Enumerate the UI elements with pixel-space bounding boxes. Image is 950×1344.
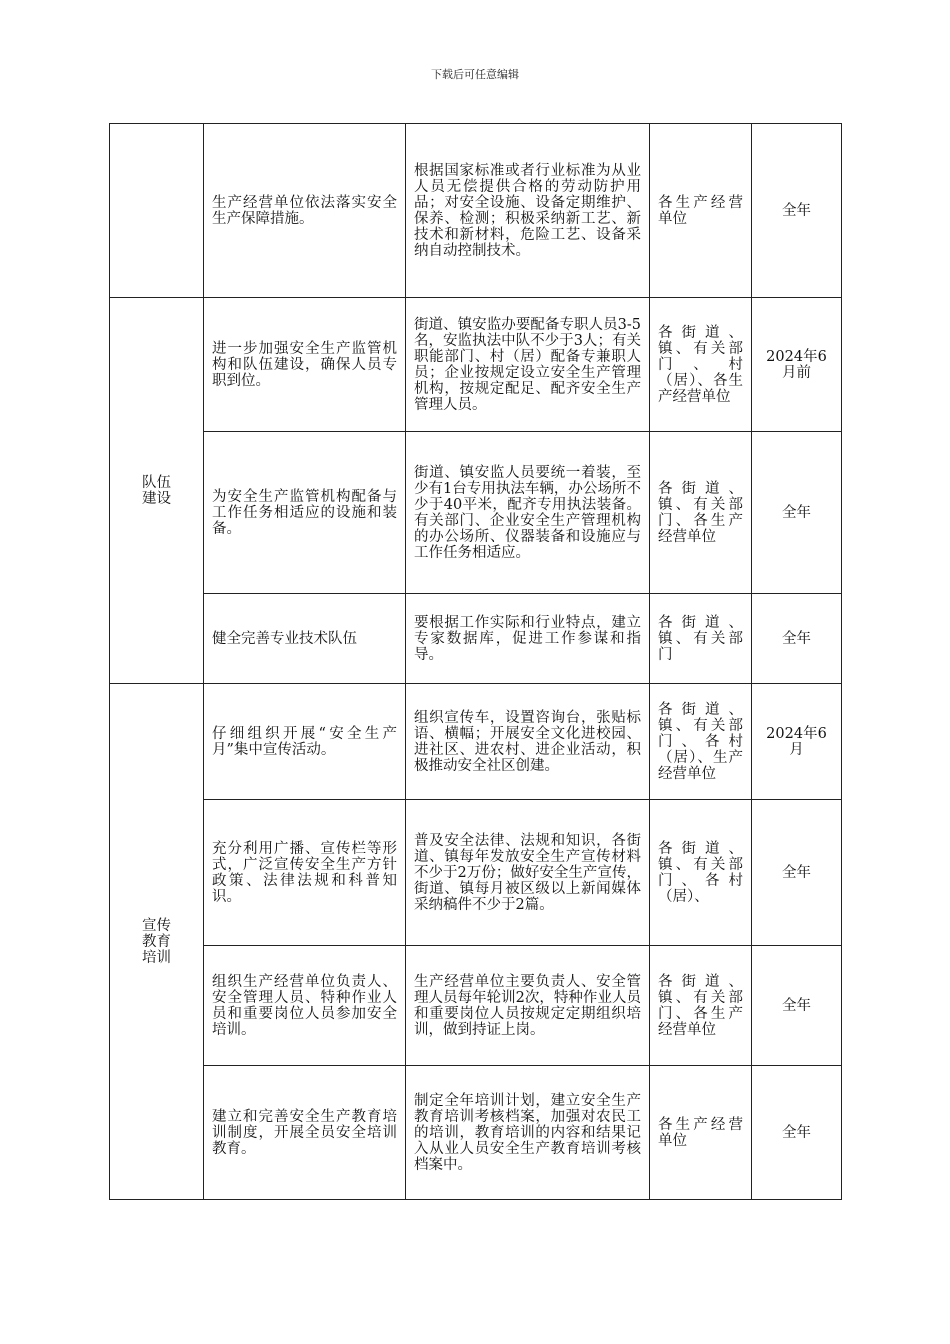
measure-cell: 生产经营单位依法落实安全生产保障措施。 xyxy=(204,124,406,298)
category-label-education: 宣传教育培训 xyxy=(142,917,171,966)
dept-cell: 各街道、镇、有关部门、各生产经营单位 xyxy=(650,946,752,1066)
time-cell: 全年 xyxy=(752,800,842,946)
time-text: 2024年6月前 xyxy=(766,348,827,381)
content-cell: 普及安全法律、法规和知识，各街道、镇每年发放安全生产宣传材料不少于2万份；做好安全生产宣传，街道、镇每月被区级以上新闻媒体采纳稿件不少于2篇。 xyxy=(406,800,650,946)
table-row xyxy=(110,298,842,432)
time-cell: 全年 xyxy=(752,432,842,594)
time-cell xyxy=(752,298,842,432)
content-cell: 生产经营单位主要负责人、安全管理人员每年轮训2次，特种作业人员和重要岗位人员按规定定期组织培训，做到持证上岗。 xyxy=(406,946,650,1066)
dept-cell: 各街道、镇、有关部门、村（居）、各生产经营单位 xyxy=(650,298,752,432)
category-cell xyxy=(110,298,204,684)
time-text: 2024年6月 xyxy=(766,725,827,758)
time-cell: 全年 xyxy=(752,594,842,684)
measure-cell: 健全完善专业技术队伍 xyxy=(204,594,406,684)
content-cell: 根据国家标准或者行业标准为从业人员无偿提供合格的劳动防护用品；对安全设施、设备定期维护、保养、检测；积极采纳新工艺、新技术和新材料，危险工艺、设备采纳自动控制技术。 xyxy=(406,124,650,298)
table-row xyxy=(110,432,842,594)
table-row xyxy=(110,594,842,684)
category-cell xyxy=(110,684,204,1200)
table-row xyxy=(110,1066,842,1200)
time-cell: 全年 xyxy=(752,124,842,298)
time-cell: 全年 xyxy=(752,1066,842,1200)
dept-cell: 各街道、镇、有关部门、各村（居）、 xyxy=(650,800,752,946)
dept-cell: 各生产经营单位 xyxy=(650,124,752,298)
time-cell xyxy=(752,684,842,800)
measure-cell: 组织生产经营单位负责人、安全管理人员、特种作业人员和重要岗位人员参加安全培训。 xyxy=(204,946,406,1066)
table-row xyxy=(110,800,842,946)
table-row xyxy=(110,946,842,1066)
work-plan-table xyxy=(109,123,842,1200)
measure-cell: 仔细组织开展“安全生产月”集中宣传活动。 xyxy=(204,684,406,800)
content-cell: 街道、镇安监办要配备专职人员3-5名，安监执法中队不少于3人；有关职能部门、村（居）配备专兼职人员；企业按规定设立安全生产管理机构，按规定配足、配齐安全生产管理人员。 xyxy=(406,298,650,432)
dept-cell: 各街道、镇、有关部门、各生产经营单位 xyxy=(650,432,752,594)
content-cell: 组织宣传车，设置咨询台，张贴标语、横幅；开展安全文化进校园、进社区、进农村、进企业活动，积极推动安全社区创建。 xyxy=(406,684,650,800)
table-row xyxy=(110,124,842,298)
measure-cell: 进一步加强安全生产监管机构和队伍建设，确保人员专职到位。 xyxy=(204,298,406,432)
dept-cell: 各街道、镇、有关部门、各村（居）、生产经营单位 xyxy=(650,684,752,800)
dept-cell: 各街道、镇、有关部门 xyxy=(650,594,752,684)
measure-cell: 充分利用广播、宣传栏等形式，广泛宣传安全生产方针政策、法律法规和科普知识。 xyxy=(204,800,406,946)
content-cell: 街道、镇安监人员要统一着装，至少有1台专用执法车辆，办公场所不少于40平米，配齐专用执法装备。有关部门、企业安全生产管理机构的办公场所、仪器装备和设施应与工作任务相适应。 xyxy=(406,432,650,594)
dept-cell: 各生产经营单位 xyxy=(650,1066,752,1200)
time-cell: 全年 xyxy=(752,946,842,1066)
content-cell: 要根据工作实际和行业特点，建立专家数据库，促进工作参谋和指导。 xyxy=(406,594,650,684)
category-cell-continued xyxy=(110,124,204,298)
category-label-team: 队伍建设 xyxy=(142,474,171,507)
measure-cell: 为安全生产监管机构配备与工作任务相适应的设施和装备。 xyxy=(204,432,406,594)
page-header: 下载后可任意编辑 xyxy=(431,68,519,81)
table-row xyxy=(110,684,842,800)
measure-cell: 建立和完善安全生产教育培训制度，开展全员安全培训教育。 xyxy=(204,1066,406,1200)
content-cell: 制定全年培训计划，建立安全生产教育培训考核档案，加强对农民工的培训，教育培训的内容和结果记入从业人员安全生产教育培训考核档案中。 xyxy=(406,1066,650,1200)
